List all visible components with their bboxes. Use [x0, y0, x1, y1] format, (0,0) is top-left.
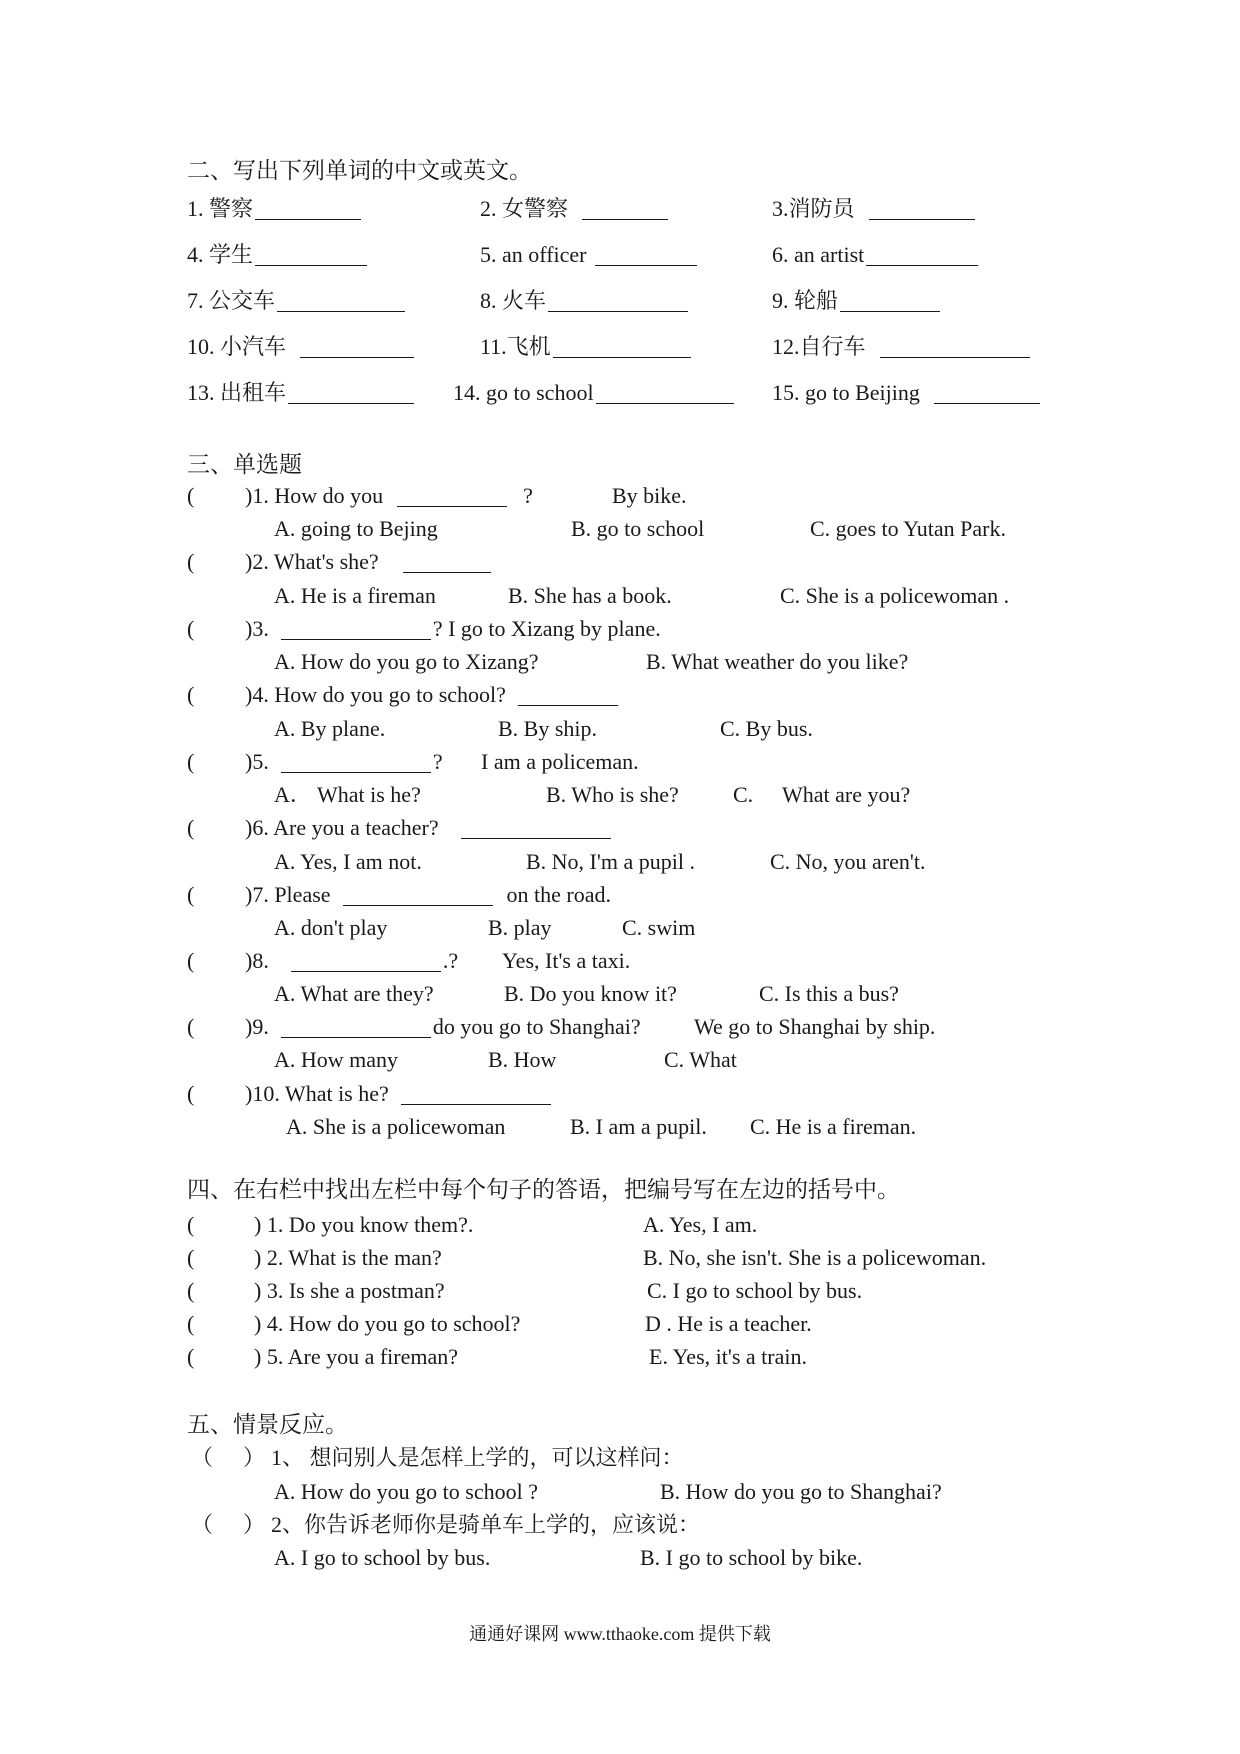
vocab-row-4 [187, 332, 1090, 362]
option-a[interactable]: A. He is a fireman [274, 583, 436, 608]
answer-paren[interactable]: ( [187, 815, 195, 840]
answer-blank[interactable] [553, 335, 691, 358]
question-answer: I am a policeman. [481, 749, 639, 774]
vocab-item: 10. 小汽车 [187, 332, 414, 362]
answer-blank[interactable] [866, 243, 978, 266]
option-a[interactable]: A. By plane. [274, 716, 386, 741]
question-8: ( )8. .? Yes, It's a taxi. [187, 946, 1090, 976]
answer-blank[interactable] [277, 289, 405, 312]
option-c[interactable]: C. He is a fireman. [750, 1114, 917, 1139]
option-a[interactable]: A. How do you go to Xizang? [274, 649, 539, 674]
match-row [187, 1210, 1090, 1240]
question-answer: By bike. [612, 483, 687, 508]
vocab-row-2 [187, 240, 1090, 270]
answer-paren[interactable]: ( [187, 1311, 195, 1336]
vocab-item: 3.消防员 [772, 194, 975, 224]
option-b[interactable]: B. She has a book. [508, 583, 672, 608]
vocab-item: 2. 女警察 [480, 194, 668, 224]
question-9: ( )9. do you go to Shanghai? We go to Shanghai by ship. [187, 1012, 1090, 1042]
answer-blank[interactable] [255, 243, 367, 266]
vocab-item: 15. go to Beijing [772, 378, 1040, 408]
answer-paren[interactable]: ( [187, 1245, 195, 1270]
option-c[interactable]: C. goes to Yutan Park. [810, 516, 1006, 541]
vocab-item: 1. 警察 [187, 194, 361, 224]
answer-blank[interactable] [300, 335, 414, 358]
option-a[interactable]: A. How many [274, 1047, 399, 1072]
option-b[interactable]: B. By ship. [498, 716, 598, 741]
vocab-item: 9. 轮船 [772, 286, 940, 316]
option-a[interactable]: A. going to Bejing [274, 516, 438, 541]
question-1: ( )1. How do you ? By bike. [187, 481, 1090, 511]
question-answer: Yes, It's a taxi. [502, 948, 631, 973]
option-b[interactable]: B. What weather do you like? [646, 649, 909, 674]
answer-paren[interactable]: （ [191, 1512, 214, 1537]
situation-question-2: （ ） 2、你告诉老师你是骑单车上学的，应该说： [187, 1510, 1090, 1540]
option-b[interactable]: B. Who is she? [546, 782, 679, 807]
option-b[interactable]: B. I go to school by bike. [640, 1545, 863, 1570]
answer-paren[interactable]: ( [187, 749, 195, 774]
question-3: ( )3. ? I go to Xizang by plane. [187, 614, 1090, 644]
vocab-row-5 [187, 378, 1090, 408]
match-row [187, 1243, 1090, 1273]
answer-paren[interactable]: ( [187, 1278, 195, 1303]
option-a[interactable]: A. She is a policewoman [286, 1114, 506, 1139]
vocab-item: 14. go to school [453, 378, 734, 408]
answer-blank[interactable] [596, 381, 734, 404]
options-10 [286, 1112, 1086, 1142]
answer-blank[interactable] [401, 1082, 551, 1105]
situation-options-2 [274, 1543, 1074, 1573]
vocab-item: 11.飞机 [480, 332, 691, 362]
answer-paren[interactable]: ( [187, 682, 195, 707]
option-b[interactable]: B. go to school [571, 516, 705, 541]
answer-paren[interactable]: ( [187, 1212, 195, 1237]
vocab-item: 7. 公交车 [187, 286, 405, 316]
option-c[interactable]: C. swim [622, 915, 696, 940]
section-4-title: 四、在右栏中找出左栏中每个句子的答语，把编号写在左边的括号中。 [187, 1177, 900, 1202]
question-5: ( )5. ? I am a policeman. [187, 747, 1090, 777]
match-answer: B. No, she isn't. She is a policewoman. [643, 1245, 987, 1270]
section-5-title: 五、情景反应。 [187, 1412, 348, 1437]
question-7: ( )7. Please on the road. [187, 880, 1090, 910]
match-row [187, 1309, 1090, 1339]
answer-paren[interactable]: ( [187, 1344, 195, 1369]
answer-blank[interactable] [840, 289, 940, 312]
answer-paren[interactable]: （ [191, 1445, 214, 1470]
match-question: ) 5. Are you a fireman? [254, 1344, 459, 1369]
answer-blank[interactable] [518, 683, 618, 706]
question-6: ( )6. Are you a teacher? [187, 813, 1090, 843]
answer-blank[interactable] [281, 1015, 431, 1038]
question-2: ( )2. What's she? [187, 547, 1090, 577]
option-b[interactable]: B. How do you go to Shanghai? [660, 1479, 942, 1504]
option-a[interactable]: A． What is he? [274, 782, 421, 807]
vocab-row-1 [187, 194, 1090, 224]
section-3-title: 三、单选题 [187, 452, 302, 477]
answer-blank[interactable] [582, 197, 668, 220]
vocab-item: 4. 学生 [187, 240, 367, 270]
vocab-item: 12.自行车 [772, 332, 1030, 362]
options-7 [274, 913, 1074, 943]
answer-paren[interactable]: ( [187, 616, 195, 641]
match-answer: E. Yes, it's a train. [649, 1344, 807, 1369]
answer-blank[interactable] [403, 550, 491, 573]
option-b[interactable]: B. No, I'm a pupil . [526, 849, 695, 874]
vocab-item: 8. 火车 [480, 286, 688, 316]
option-b[interactable]: B. I am a pupil. [570, 1114, 707, 1139]
answer-blank[interactable] [595, 243, 697, 266]
answer-blank[interactable] [291, 949, 441, 972]
match-question: ) 2. What is the man? [254, 1245, 442, 1270]
option-a[interactable]: A. Yes, I am not. [274, 849, 422, 874]
page-footer: 通通好课网 www.tthaoke.com 提供下载 [469, 1624, 771, 1644]
option-c[interactable]: C. No, you aren't. [770, 849, 926, 874]
option-b[interactable]: B. How [488, 1047, 557, 1072]
answer-blank[interactable] [461, 816, 611, 839]
option-b[interactable]: B. play [488, 915, 552, 940]
question-answer: We go to Shanghai by ship. [694, 1014, 936, 1039]
answer-paren[interactable]: ( [187, 549, 195, 574]
match-answer: A. Yes, I am. [643, 1212, 758, 1237]
answer-blank[interactable] [934, 381, 1040, 404]
option-c[interactable]: C. She is a policewoman . [780, 583, 1010, 608]
match-answer: C. I go to school by bus. [647, 1278, 863, 1303]
options-5 [274, 780, 1074, 810]
option-a[interactable]: A. How do you go to school ? [274, 1479, 538, 1504]
answer-blank[interactable] [281, 617, 431, 640]
vocab-item: 6. an artist [772, 240, 978, 270]
match-row [187, 1276, 1090, 1306]
answer-blank[interactable] [281, 750, 431, 773]
option-a[interactable]: A. don't play [274, 915, 388, 940]
match-question: ) 3. Is she a postman? [254, 1278, 445, 1303]
answer-paren[interactable]: ( [187, 1014, 195, 1039]
option-c[interactable]: C. [733, 782, 754, 807]
match-answer: D . He is a teacher. [645, 1311, 812, 1336]
option-c-text[interactable]: What are you? [782, 782, 911, 807]
vocab-item: 5. an officer [480, 240, 697, 270]
option-c[interactable]: C. By bus. [720, 716, 813, 741]
options-3 [274, 647, 1074, 677]
options-4 [274, 714, 1074, 744]
option-c[interactable]: C. Is this a bus? [759, 981, 899, 1006]
match-question: ) 4. How do you go to school? [254, 1311, 521, 1336]
question-10: ( )10. What is he? [187, 1079, 1090, 1109]
question-4: ( )4. How do you go to school? [187, 680, 1090, 710]
answer-blank[interactable] [869, 197, 975, 220]
option-c[interactable]: C. What [664, 1047, 737, 1072]
section-2-title: 二、写出下列单词的中文或英文。 [187, 158, 532, 183]
answer-paren[interactable]: ( [187, 948, 195, 973]
vocab-item: 13. 出租车 [187, 378, 414, 408]
option-a[interactable]: A. I go to school by bus. [274, 1545, 491, 1570]
options-2 [274, 581, 1074, 611]
options-1 [274, 514, 1074, 544]
situation-options-1 [274, 1477, 1074, 1507]
answer-paren[interactable]: ( [187, 1081, 195, 1106]
answer-paren[interactable]: ( [187, 483, 195, 508]
situation-question-1: （ ） 1、 想问别人是怎样上学的，可以这样问： [187, 1443, 1090, 1473]
answer-paren[interactable]: ( [187, 882, 195, 907]
answer-blank[interactable] [880, 335, 1030, 358]
option-a[interactable]: A. What are they? [274, 981, 434, 1006]
options-9 [274, 1045, 1074, 1075]
option-b[interactable]: B. Do you know it? [504, 981, 677, 1006]
answer-blank[interactable] [255, 197, 361, 220]
answer-blank[interactable] [288, 381, 414, 404]
answer-blank[interactable] [548, 289, 688, 312]
match-row [187, 1342, 1090, 1372]
answer-blank[interactable] [343, 883, 493, 906]
match-question: ) 1. Do you know them?. [254, 1212, 474, 1237]
vocab-row-3 [187, 286, 1090, 316]
answer-blank[interactable] [397, 484, 507, 507]
options-8 [274, 979, 1074, 1009]
options-6 [274, 847, 1074, 877]
